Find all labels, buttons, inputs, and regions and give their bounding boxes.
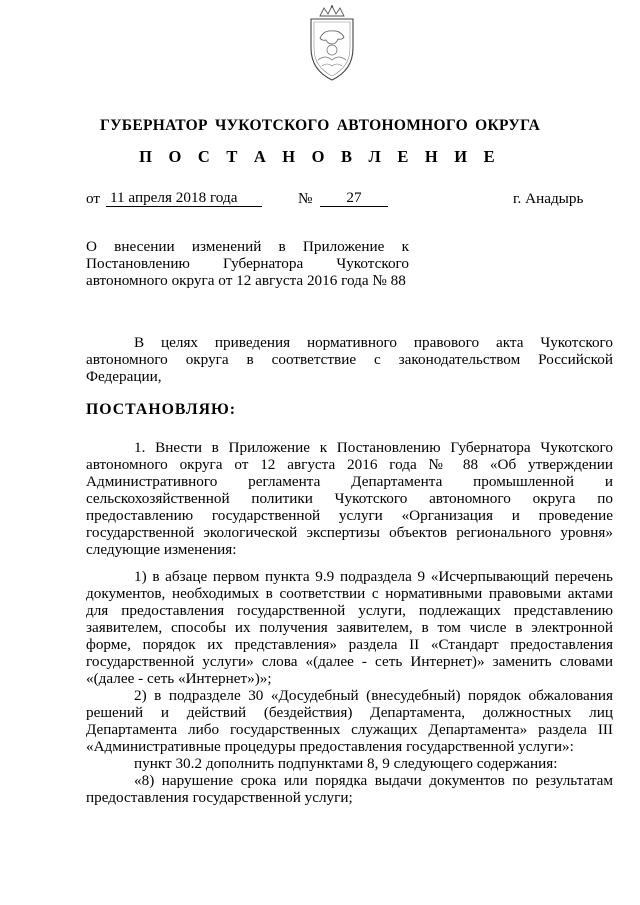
number-prefix: № <box>298 190 313 207</box>
page-title: ГУБЕРНАТОР ЧУКОТСКОГО АВТОНОМНОГО ОКРУГА <box>99 117 541 134</box>
text-line: пункт 30.2 дополнить подпунктами 8, 9 следующего содержания: <box>134 755 558 772</box>
item-1 <box>86 439 613 558</box>
text-line: Департамента либо государственных служащих Департамента» раздела III <box>86 721 613 738</box>
text-line: решений и действий (бездействия) Департамента, должностных лиц <box>86 704 613 721</box>
text-line: предоставлению государственной услуги «Организация и проведение <box>86 507 613 524</box>
text-line: «8) нарушение срока или порядка выдачи документов по результатам <box>134 772 613 789</box>
document-subject <box>86 238 409 289</box>
text-line: следующие изменения: <box>86 541 237 558</box>
text-line: «Административные процедуры предоставления государственной услуги»: <box>86 738 574 755</box>
text-line: автономного округа от 12 августа 2016 года № 88 «Об утверждении <box>86 456 613 473</box>
text-line: Административного регламента Департамента промышленной и <box>86 473 613 490</box>
document-type: П О С Т А Н О В Л Е Н И Е <box>139 147 501 166</box>
text-line: 1. Внести в Приложение к Постановлению Губернатора Чукотского <box>134 439 613 456</box>
coat-of-arms-icon <box>298 4 366 84</box>
preamble <box>86 334 613 385</box>
text-line: заявителем, способы их получения заявителем, в том числе в электронной <box>86 619 613 636</box>
text-line: В целях приведения нормативного правового акта Чукотского <box>134 334 613 351</box>
subject-line: Постановлению Губернатора Чукотского <box>86 255 409 272</box>
text-line: форме, порядок их представления» раздела II «Стандарт предоставления <box>86 636 613 653</box>
text-line: Федерации, <box>86 368 162 385</box>
subitem-1 <box>86 568 613 687</box>
text-line: «(далее - сеть «Интернет»)»; <box>86 670 272 687</box>
document-meta <box>0 190 640 210</box>
document-date: 11 апреля 2018 года <box>106 190 262 207</box>
date-prefix: от <box>86 190 101 207</box>
document-number: 27 <box>320 190 388 207</box>
text-line: 2) в подразделе 30 «Досудебный (внесудебный) порядок обжалования <box>134 687 613 704</box>
text-line: для предоставления государственной услуги, подлежащих представлению <box>86 602 613 619</box>
text-line: сельскохозяйственной политики Чукотского автономного округа по <box>86 490 613 507</box>
text-line: автономного округа в соответствие с законодательством Российской <box>86 351 613 368</box>
text-line: государственной услуги» слова «(далее - сеть Интернет)» заменить словами <box>86 653 613 670</box>
text-line: государственной экологической экспертизы объектов регионального уровня» <box>86 524 613 541</box>
subitem-2 <box>86 687 613 806</box>
text-line: документов, необходимых в соответствии с нормативными правовыми актами <box>86 585 613 602</box>
subject-line: автономного округа от 12 августа 2016 года № 88 <box>86 272 406 289</box>
text-line: 1) в абзаце первом пункта 9.9 подраздела 9 «Исчерпывающий перечень <box>134 568 613 585</box>
subject-line: О внесении изменений в Приложение к <box>86 238 409 255</box>
decree-heading: ПОСТАНОВЛЯЮ: <box>86 401 237 418</box>
text-line: предоставления государственной услуги; <box>86 789 353 806</box>
city: г. Анадырь <box>513 190 584 207</box>
